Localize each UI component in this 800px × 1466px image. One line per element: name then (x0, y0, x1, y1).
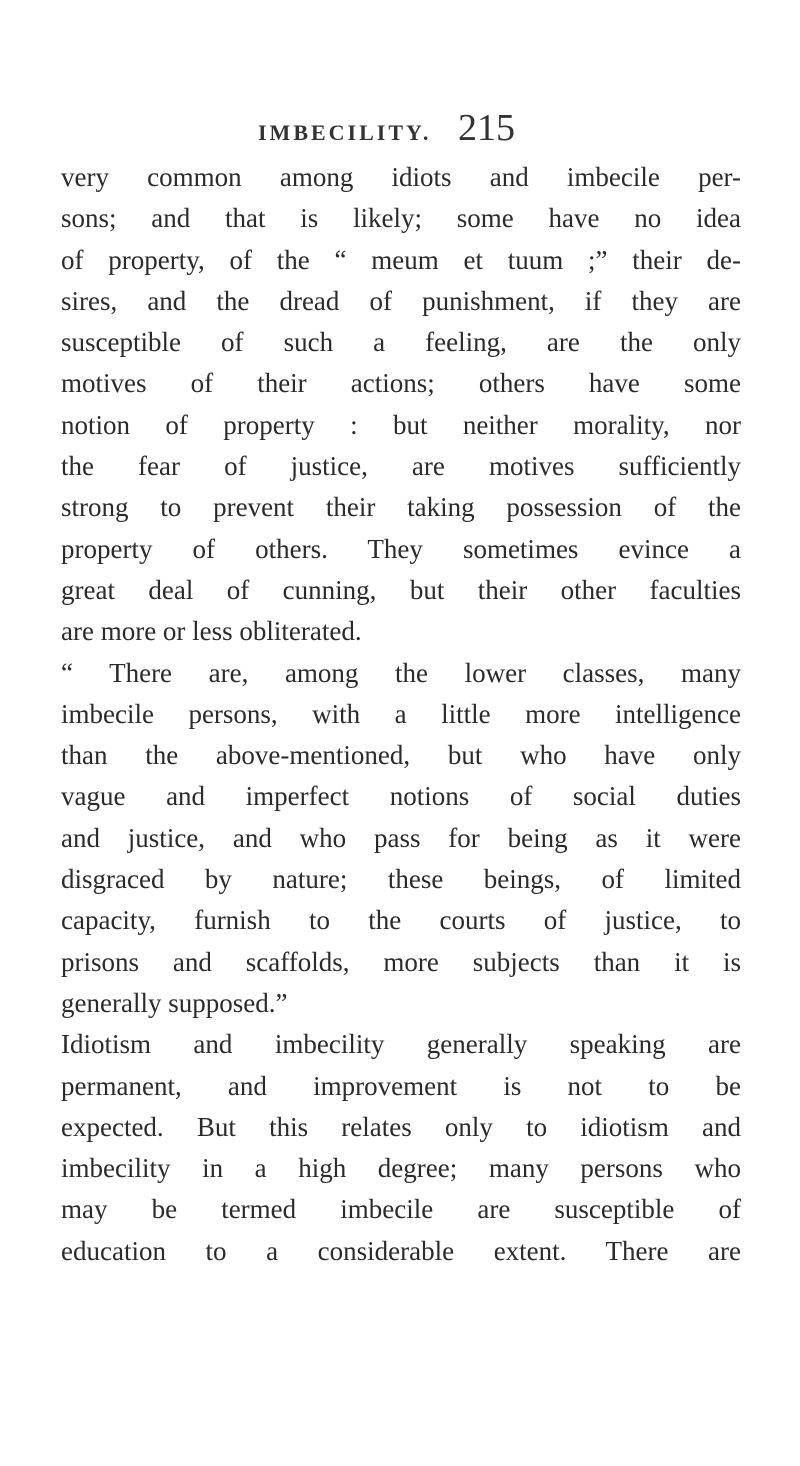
text-line: great deal of cunning, but their other faculties (61, 574, 741, 605)
text-line: of property, of the “ meum et tuum ;” their de- (61, 244, 741, 275)
text-line: strong to prevent their taking possession of the (61, 492, 741, 523)
text-line: generally supposed.” (61, 987, 288, 1018)
text-line: sires, and the dread of punishment, if they are (61, 285, 741, 316)
text-line: vague and imperfect notions of social duties (61, 781, 741, 812)
text-line: expected. But this relates only to idiotism and (61, 1111, 741, 1142)
running-head (0, 104, 800, 164)
text-line: imbecility in a high degree; many persons who (61, 1153, 741, 1184)
text-line: sons; and that is likely; some have no idea (61, 203, 741, 234)
text-line: very common among idiots and imbecile per- (61, 162, 741, 192)
text-line: disgraced by nature; these beings, of limited (61, 864, 741, 895)
text-line: may be termed imbecile are susceptible of (61, 1194, 741, 1225)
page-number: 215 (458, 107, 515, 149)
text-line: and justice, and who pass for being as it were (61, 822, 741, 853)
text-line: permanent, and improvement is not to be (61, 1070, 741, 1101)
text-line: are more or less obliterated. (61, 616, 362, 647)
text-line: motives of their actions; others have some (61, 368, 741, 399)
text-line: susceptible of such a feeling, are the only (61, 327, 741, 358)
text-line: “ There are, among the lower classes, many (61, 657, 741, 688)
text-line: property of others. They sometimes evince a (61, 533, 741, 564)
text-line: the fear of justice, are motives sufficiently (61, 451, 741, 482)
text-line: Idiotism and imbecility generally speaking are (61, 1029, 741, 1060)
text-line: notion of property : but neither morality, nor (61, 409, 741, 440)
text-line: capacity, furnish to the courts of justice, to (61, 905, 741, 936)
text-line: than the above-mentioned, but who have only (61, 740, 741, 771)
running-title: IMBECILITY. (258, 120, 432, 145)
body-text (61, 157, 741, 1272)
text-line: prisons and scaffolds, more subjects than it is (61, 946, 741, 977)
text-line: imbecile persons, with a little more intelligence (61, 698, 741, 729)
text-line: education to a considerable extent. There are (61, 1235, 741, 1266)
